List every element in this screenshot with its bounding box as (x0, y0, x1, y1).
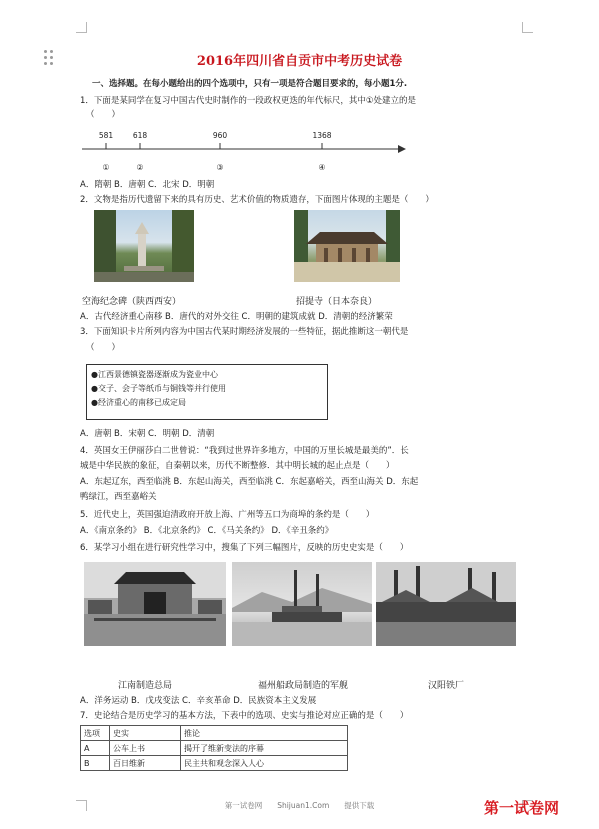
caption-toshodai-temple: 招提寺（日本奈良） (296, 297, 378, 307)
q5-stem: 5．近代史上，英国强迫清政府开放上海、广州等五口为商埠的条约是（ ） (80, 510, 375, 520)
knowledge-card-item: ●江西景德镇瓷器逐渐成为瓷业中心 (91, 370, 218, 379)
table-header-cell: 推论 (181, 726, 348, 741)
table-cell: 揭开了维新变法的序幕 (181, 741, 348, 756)
page-footer: 第一试卷网 Shijuan1.Com 提供下载 (224, 801, 375, 810)
timeline-ruler (80, 128, 410, 178)
table-cell: A (81, 741, 110, 756)
timeline-marker: ① (102, 163, 110, 172)
q4-line2: 城是中华民族的象征，自秦朝以来，历代不断整修．其中明长城的起止点是（ ） (80, 461, 395, 471)
caption-fuzhou-warship: 福州船政局制造的军舰 (258, 681, 349, 691)
table-header-cell: 史实 (110, 726, 181, 741)
table-cell: 百日维新 (110, 756, 181, 771)
timeline-year: 1368 (312, 131, 332, 140)
caption-jiangnan-arsenal: 江南制造总局 (118, 681, 173, 691)
q2-stem: 2．文物是指历代遗留下来的具有历史、艺术价值的物质遗存，下面图片体现的主题是（ ） (80, 195, 434, 205)
photo-fuzhou-warship (232, 562, 372, 646)
q5-options: A．《南京条约》 B．《北京条约》 C．《马关条约》 D．《辛丑条约》 (80, 526, 334, 536)
table-cell: 民主共和观念深入人心 (181, 756, 348, 771)
timeline-marker: ③ (216, 163, 224, 172)
table-row (81, 756, 348, 771)
section-heading: 一、选择题。在每小题给出的四个选项中，只有一项是符合题目要求的，每小题1分. (92, 79, 408, 89)
q4-line1: 4．英国女王伊丽莎白二世曾说：“我到过世界许多地方，中国的万里长城是最美的”．长 (80, 446, 409, 456)
photo-kukai-monument (94, 210, 194, 282)
q3-stem-cont: （ ） (86, 343, 121, 353)
q7-table (80, 725, 348, 771)
q4-line3: A．东起辽东，西至临洮 B．东起山海关，西至临洮 C．东起嘉峪关，西至山海关 D．东起 (80, 477, 419, 487)
timeline-marker: ② (136, 163, 144, 172)
page-title: 2016年四川省自贡市中考历史试卷 (196, 54, 403, 69)
timeline-year: 960 (212, 131, 228, 140)
knowledge-card-item: ●交子、会子等纸币与铜钱等并行使用 (91, 384, 226, 393)
timeline-marker: ④ (318, 163, 326, 172)
caption-kukai-monument: 空海纪念碑（陕西西安） (82, 297, 182, 307)
q3-options: A．唐朝 B．宋朝 C．明朝 D．清朝 (80, 429, 215, 439)
timeline-year: 618 (132, 131, 148, 140)
q6-stem: 6．某学习小组在进行研究性学习中，搜集了下列三幅图片，反映的历史史实是（ ） (80, 543, 409, 553)
table-cell: B (81, 756, 110, 771)
q2-options: A．古代经济重心南移 B．唐代的对外交往 C．明朝的建筑成就 D．清朝的经济繁荣 (80, 312, 393, 322)
q1-stem-cont: （ ） (86, 110, 121, 120)
photo-hanyang-ironworks (376, 562, 516, 646)
table-row (81, 741, 348, 756)
q4-line4: 鸭绿江，西至嘉峪关 (80, 492, 157, 502)
photo-toshodai-temple (294, 210, 400, 282)
q7-stem: 7．史论结合是历史学习的基本方法，下表中的选项、史实与推论对应正确的是（ ） (80, 711, 409, 721)
q3-stem: 3．下面知识卡片所列内容为中国古代某时期经济发展的一些特征，据此推断这一朝代是 (80, 327, 409, 337)
table-header-row (81, 726, 348, 741)
timeline-year: 581 (98, 131, 114, 140)
q6-options: A．洋务运动 B．戊戌变法 C．辛亥革命 D．民族资本主义发展 (80, 696, 317, 706)
table-cell: 公车上书 (110, 741, 181, 756)
site-logo: 第一试卷网 (484, 799, 560, 817)
margin-corner-mark (76, 22, 87, 33)
knowledge-card (86, 364, 328, 420)
timeline-arrow-icon (398, 145, 406, 153)
caption-hanyang-ironworks: 汉阳铁厂 (428, 681, 465, 691)
margin-corner-mark (522, 22, 533, 33)
q1-stem: 1．下面是某同学在复习中国古代史时制作的一段政权更迭的年代标尺，其中①处建立的是 (80, 96, 417, 106)
photo-jiangnan-arsenal (84, 562, 226, 646)
table-header-cell: 选项 (81, 726, 110, 741)
q1-options: A．隋朝 B．唐朝 C．北宋 D．明朝 (80, 180, 215, 190)
knowledge-card-item: ●经济重心的南移已成定局 (91, 398, 186, 407)
